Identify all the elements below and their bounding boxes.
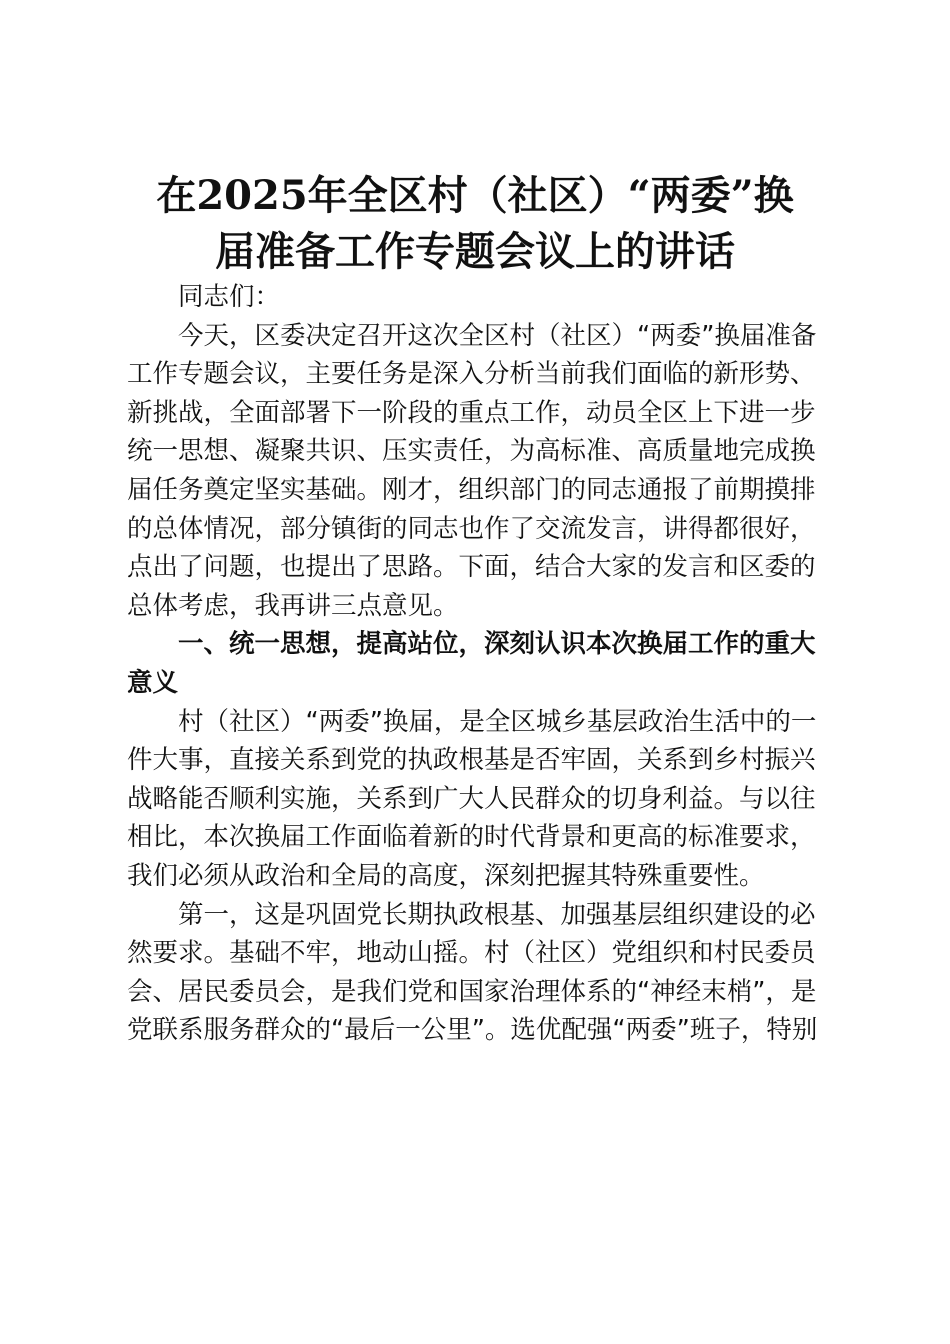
paragraph-line: 会、居民委员会，是我们党和国家治理体系的“神经末梢”，是	[127, 976, 817, 1007]
paragraph-line: 村（社区）“两委”换届，是全区城乡基层政治生活中的一	[178, 706, 817, 737]
document-title	[110, 168, 840, 280]
paragraph-line: 新挑战，全面部署下一阶段的重点工作，动员全区上下进一步	[127, 397, 816, 428]
paragraph-first-point	[127, 896, 820, 1050]
paragraph-line: 党联系服务群众的“最后一公里”。选优配强“两委”班子，特别	[127, 1015, 818, 1046]
title-line-1: 在2025年全区村（社区）“两委”换	[156, 172, 794, 219]
greeting: 同志们：	[178, 282, 281, 312]
paragraph-line: 点出了问题，也提出了思路。下面，结合大家的发言和区委的	[127, 552, 816, 583]
paragraph-line: 战略能否顺利实施，关系到广大人民群众的切身利益。与以往	[127, 783, 816, 814]
title-line-2: 届准备工作专题会议上的讲话	[215, 228, 735, 275]
document-body	[127, 278, 820, 1050]
paragraph-line: 我们必须从政治和全局的高度，深刻把握其特殊重要性。	[127, 860, 765, 891]
heading-line: 意义	[127, 667, 179, 698]
paragraph-line: 总体考虑，我再讲三点意见。	[127, 590, 459, 621]
paragraph-line: 第一，这是巩固党长期执政根基、加强基层组织建设的必	[178, 899, 816, 930]
paragraph-line: 然要求。基础不牢，地动山摇。村（社区）党组织和村民委员	[127, 938, 816, 969]
paragraph-significance	[127, 703, 820, 896]
paragraph-line: 统一思想、凝聚共识、压实责任，为高标准、高质量地完成换	[127, 436, 816, 467]
heading-line: 一、统一思想，提高站位，深刻认识本次换届工作的重大	[178, 629, 816, 660]
paragraph-line: 今天，区委决定召开这次全区村（社区）“两委”换届准备	[178, 320, 817, 351]
paragraph-line: 工作专题会议，主要任务是深入分析当前我们面临的新形势、	[127, 359, 816, 390]
paragraph-line: 相比，本次换届工作面临着新的时代背景和更高的标准要求，	[127, 822, 816, 853]
section-heading-1	[127, 625, 820, 702]
paragraph-line: 届任务奠定坚实基础。刚才，组织部门的同志通报了前期摸排	[127, 474, 816, 505]
paragraph-line: 件大事，直接关系到党的执政根基是否牢固，关系到乡村振兴	[127, 745, 816, 776]
paragraph-intro	[127, 317, 820, 626]
paragraph-line: 的总体情况，部分镇街的同志也作了交流发言，讲得都很好，	[127, 513, 816, 544]
